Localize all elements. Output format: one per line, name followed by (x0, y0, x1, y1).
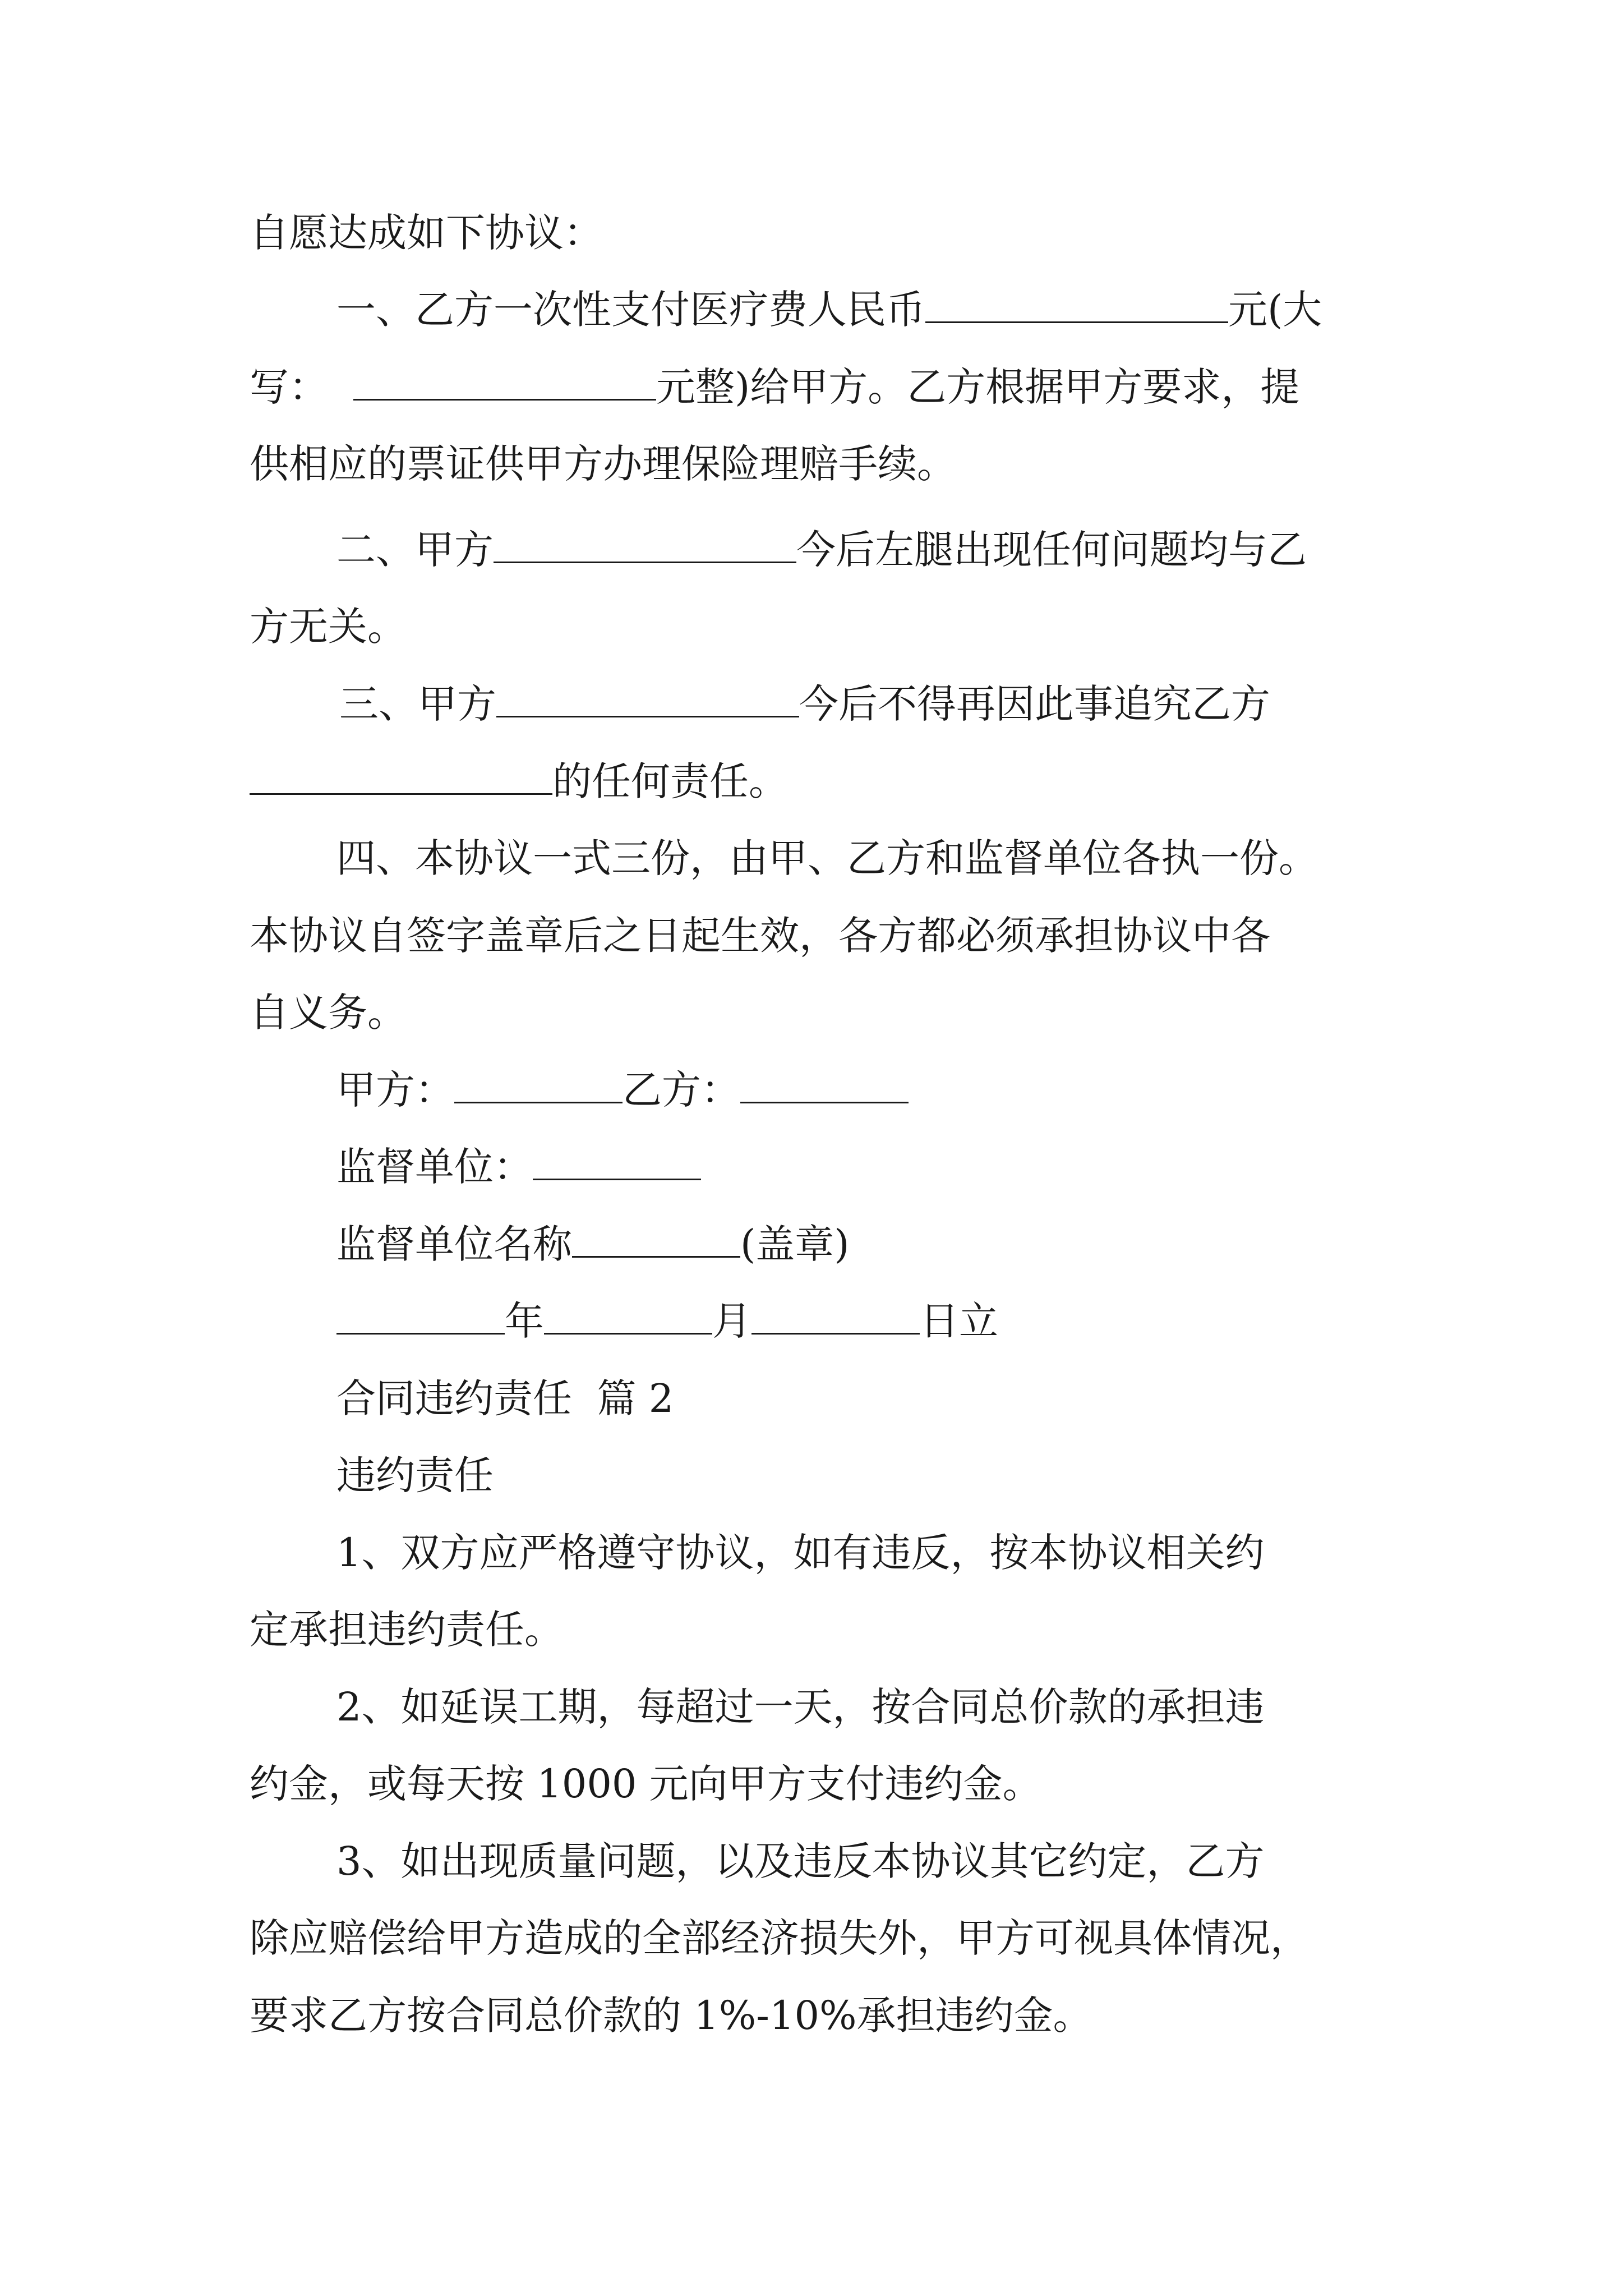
text-line (250, 753, 1623, 809)
item-3-end: 要求乙方按合同总价款的 1%-10%承担违约金。 (250, 1993, 1092, 2039)
party-a-blank (496, 677, 799, 717)
text-line (336, 1447, 1623, 1503)
item-1-end: 定承担违约责任。 (250, 1607, 564, 1653)
text-line (250, 436, 1623, 492)
day-blank (751, 1294, 920, 1335)
supervisor-label: 监督单位： (336, 1144, 533, 1190)
month-label: 月 (712, 1298, 751, 1344)
amount-capital-blank (353, 360, 656, 401)
party-b-blank (250, 754, 552, 795)
capital-label: 写： (250, 364, 328, 410)
item-2-text: 2、如延误工期，每超过一天，按合同总价款的承担违 (336, 1684, 1265, 1730)
text-line (250, 984, 1623, 1041)
year-label: 年 (505, 1298, 544, 1344)
item-3-text: 3、如出现质量问题，以及违反本协议其它约定，乙方 (336, 1838, 1265, 1884)
seal-label: (盖章) (740, 1221, 850, 1267)
party-b-label: 乙方： (623, 1067, 740, 1113)
supervisor-name-blank (572, 1217, 740, 1258)
clause-3-end: 的任何责任。 (552, 758, 788, 804)
text-line (250, 1602, 1623, 1658)
party-b-signature-blank (740, 1062, 909, 1103)
clause-1-text: 一、乙方一次性支付医疗费人民币 (336, 287, 925, 333)
text-line (336, 1370, 1623, 1427)
item-2-end: 约金，或每天按 1000 元向甲方支付违约金。 (250, 1761, 1042, 1807)
clause-1-cont: 元整)给甲方。乙方根据甲方要求，提 (656, 364, 1300, 410)
section-heading: 合同违约责任 篇 2 (336, 1375, 674, 1421)
item-3-cont: 除应赔偿给甲方造成的全部经济损失外，甲方可视具体情况， (250, 1915, 1310, 1961)
supervisor-blank (533, 1139, 701, 1180)
clause-4-cont: 本协议自签字盖章后之日起生效，各方都必须承担协议中各 (250, 913, 1270, 959)
text-line (336, 1293, 1623, 1349)
text-line (250, 599, 1623, 655)
text-line (250, 205, 1623, 261)
text-line (336, 1062, 1623, 1118)
text-line (250, 359, 1623, 415)
text-line (336, 1679, 1623, 1735)
text-line (336, 1833, 1623, 1889)
text-line (339, 676, 1623, 732)
clause-2-text-tail: 今后左腿出现任何问题均与乙 (796, 527, 1307, 573)
subsection-heading: 违约责任 (336, 1452, 494, 1498)
clause-2-end: 方无关。 (250, 604, 407, 650)
clause-2-text: 二、甲方 (336, 527, 494, 573)
party-a-blank (494, 522, 796, 563)
party-a-signature-blank (454, 1062, 623, 1103)
day-label: 日立 (920, 1298, 998, 1344)
clause-1-end: 供相应的票证供甲方办理保险理赔手续。 (250, 441, 956, 487)
text-line (336, 1139, 1623, 1195)
agreement-intro: 自愿达成如下协议： (250, 210, 603, 256)
supervisor-name-label: 监督单位名称 (336, 1221, 572, 1267)
clause-3-text: 三、甲方 (339, 681, 496, 727)
text-line (250, 1987, 1623, 2044)
item-1-text: 1、双方应严格遵守协议，如有违反，按本协议相关约 (336, 1530, 1265, 1576)
clause-3-text-tail: 今后不得再因此事追究乙方 (799, 681, 1270, 727)
text-line (250, 908, 1623, 964)
month-blank (544, 1294, 712, 1335)
text-line (250, 1756, 1623, 1812)
text-line (336, 522, 1623, 578)
year-blank (336, 1294, 505, 1335)
amount-blank (925, 282, 1228, 323)
text-line (250, 1910, 1623, 1966)
clause-4-text: 四、本协议一式三份，由甲、乙方和监督单位各执一份。 (336, 835, 1318, 881)
text-line (336, 1525, 1623, 1581)
text-line (336, 282, 1623, 338)
text-line (336, 1216, 1623, 1272)
text-line (336, 830, 1623, 886)
clause-1-text-tail: 元(大 (1228, 287, 1322, 333)
clause-4-end: 自义务。 (250, 990, 407, 1036)
party-a-label: 甲方： (336, 1067, 454, 1113)
